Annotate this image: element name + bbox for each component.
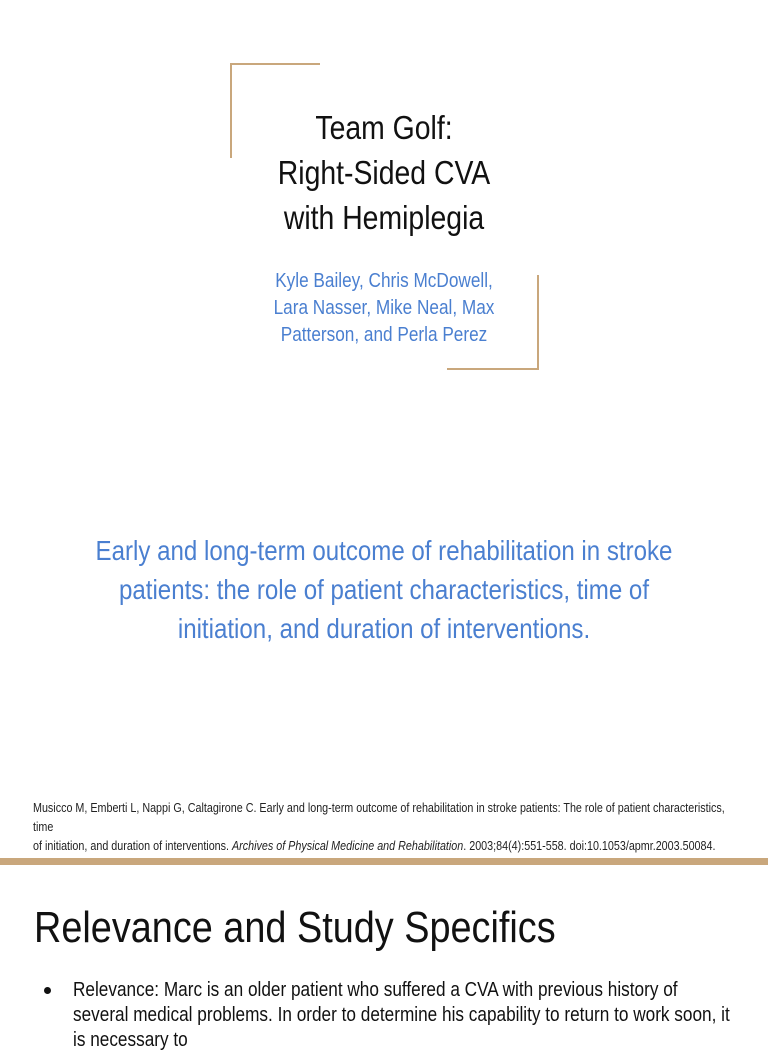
article-title-line-2: patients: the role of patient characteristics, time of	[118, 574, 650, 605]
slide-divider	[0, 858, 768, 865]
authors-line-2: Lara Nasser, Mike Neal, Max	[273, 297, 495, 319]
authors-line-1: Kyle Bailey, Chris McDowell,	[275, 270, 493, 292]
reference-citation	[33, 799, 733, 856]
article-title-line-1: Early and long-term outcome of rehabilitation in stroke	[95, 535, 673, 566]
slide-title-line-1: Team Golf:	[315, 109, 453, 146]
content-slide	[0, 865, 768, 1051]
slide-heading: Relevance and Study Specifics	[34, 903, 556, 952]
authors-list	[238, 268, 530, 349]
corner-bracket-top-left	[230, 63, 320, 65]
citation-line-2	[33, 837, 733, 856]
list-item	[34, 978, 768, 1053]
slide-title-line-3: with Hemiplegia	[283, 199, 485, 236]
authors-line-3: Patterson, and Perla Perez	[280, 324, 488, 346]
corner-bracket-bottom-right-vertical	[537, 275, 539, 370]
citation-details: . 2003;84(4):551-558. doi:10.1053/apmr.2003.50084.	[463, 839, 716, 853]
citation-journal: Archives of Physical Medicine and Rehabilitation	[232, 839, 464, 853]
slide-title	[212, 105, 556, 240]
slide-title-line-2: Right-Sided CVA	[277, 154, 491, 191]
bullet-icon	[44, 987, 51, 994]
bullet-text: Relevance: Marc is an older patient who suffered a CVA with previous history of several medical problems. In order to determine his capability to return to work soon, it is necessary to	[73, 979, 730, 1051]
citation-line-1: Musicco M, Emberti L, Nappi G, Caltagirone C. Early and long-term outcome of rehabilitation in stroke patients: The role of patient characteristics, time	[33, 801, 725, 834]
article-title-line-3: initiation, and duration of interventions.	[177, 613, 591, 644]
citation-authors-title: of initiation, and duration of interventions.	[33, 839, 233, 853]
article-title	[80, 531, 689, 648]
corner-bracket-bottom-right	[447, 368, 539, 370]
bullet-list	[34, 978, 768, 1053]
